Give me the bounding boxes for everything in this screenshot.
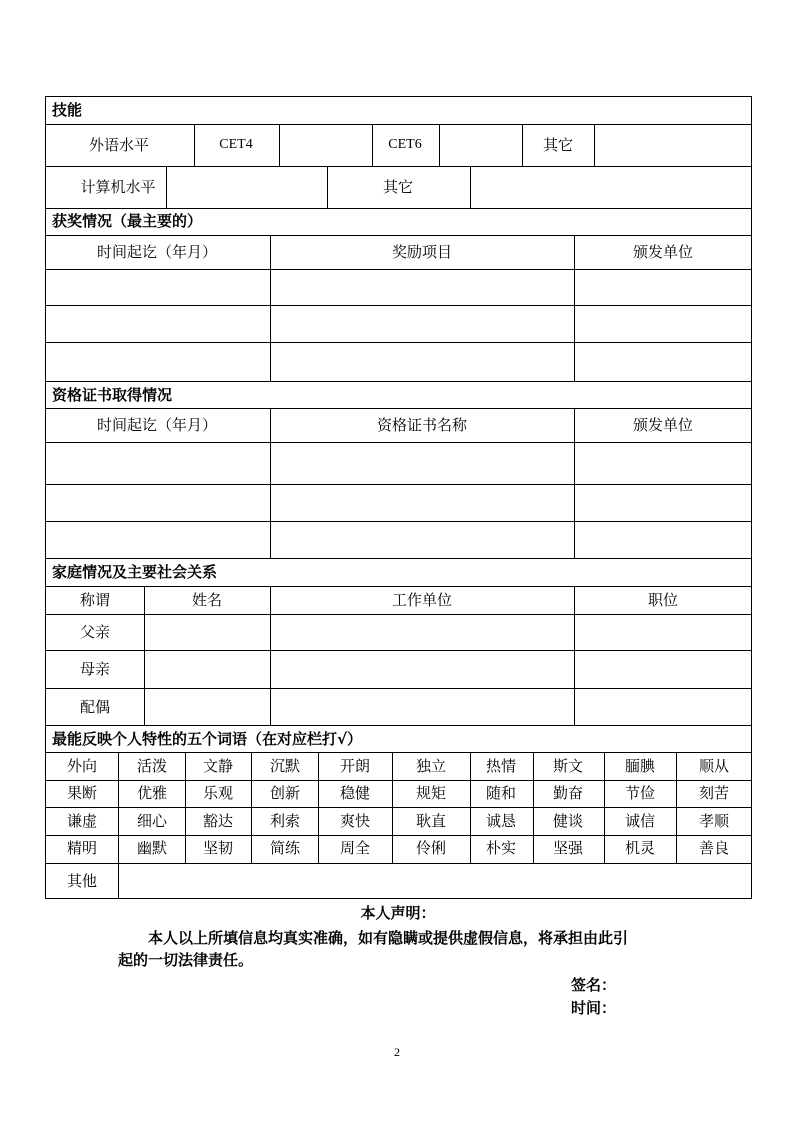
- trait-cell[interactable]: 诚信: [624, 812, 656, 830]
- trait-cell[interactable]: 朴实: [485, 839, 517, 857]
- trait-cell[interactable]: 腼腆: [624, 757, 656, 775]
- awards-row[interactable]: [46, 306, 751, 342]
- trait-cell[interactable]: 开朗: [339, 757, 371, 775]
- awards-header: 获奖情况（最主要的）: [52, 212, 203, 230]
- trait-cell[interactable]: 豁达: [202, 812, 234, 830]
- family-row-inputs[interactable]: [145, 689, 751, 725]
- trait-cell[interactable]: 诚恳: [485, 812, 517, 830]
- certificates-row[interactable]: [46, 443, 751, 484]
- family-row-inputs[interactable]: [145, 615, 751, 650]
- trait-cell[interactable]: 斯文: [552, 757, 584, 775]
- trait-cell[interactable]: 独立: [415, 757, 447, 775]
- certificates-row[interactable]: [46, 485, 751, 521]
- trait-cell[interactable]: 文静: [202, 757, 234, 775]
- family-col-position: 职位: [647, 591, 679, 609]
- declaration-line-1: 本人以上所填信息均真实准确，如有隐瞒或提供虚假信息，将承担由此引: [148, 929, 629, 947]
- trait-cell[interactable]: 孝顺: [698, 812, 730, 830]
- other-language-input[interactable]: [595, 125, 751, 166]
- certificates-col-time: 时间起讫（年月）: [96, 416, 218, 434]
- skills-header: 技能: [52, 101, 83, 119]
- computer-level-input[interactable]: [167, 167, 327, 208]
- trait-cell[interactable]: 坚强: [552, 839, 584, 857]
- trait-cell[interactable]: 节俭: [624, 784, 656, 802]
- cet6-input[interactable]: [440, 125, 522, 166]
- signature-label: 签名：: [571, 976, 617, 994]
- other-language-label: 其它: [542, 136, 574, 154]
- family-col-workplace: 工作单位: [391, 591, 453, 609]
- computer-level-label: 计算机水平: [80, 178, 156, 196]
- family-row-father: 父亲: [79, 623, 111, 641]
- trait-cell[interactable]: 坚韧: [202, 839, 234, 857]
- trait-cell[interactable]: 幽默: [136, 839, 168, 857]
- certificates-col-name: 资格证书名称: [376, 416, 468, 434]
- trait-cell[interactable]: 顺从: [698, 757, 730, 775]
- trait-cell[interactable]: 机灵: [624, 839, 656, 857]
- trait-cell[interactable]: 随和: [485, 784, 517, 802]
- trait-cell[interactable]: 果断: [66, 784, 98, 802]
- trait-cell[interactable]: 沉默: [269, 757, 301, 775]
- cet6-label: CET6: [388, 137, 422, 152]
- trait-cell[interactable]: 规矩: [415, 784, 447, 802]
- trait-cell[interactable]: 优雅: [136, 784, 168, 802]
- awards-row[interactable]: [46, 343, 751, 381]
- trait-cell[interactable]: 简练: [269, 839, 301, 857]
- certificates-header: 资格证书取得情况: [52, 386, 173, 404]
- time-label: 时间：: [571, 999, 617, 1017]
- trait-cell[interactable]: 耿直: [415, 812, 447, 830]
- trait-cell[interactable]: 乐观: [202, 784, 234, 802]
- trait-cell[interactable]: 伶俐: [415, 839, 447, 857]
- trait-cell[interactable]: 善良: [698, 839, 730, 857]
- cet4-input[interactable]: [280, 125, 372, 166]
- trait-cell[interactable]: 刻苦: [698, 784, 730, 802]
- traits-header: 最能反映个人特性的五个词语（在对应栏打√）: [52, 730, 363, 748]
- trait-cell[interactable]: 外向: [66, 757, 98, 775]
- certificates-row[interactable]: [46, 522, 751, 558]
- traits-other-label: 其他: [66, 872, 98, 890]
- other-skill-label: 其它: [382, 178, 414, 196]
- trait-cell[interactable]: 周全: [339, 839, 371, 857]
- trait-cell[interactable]: 精明: [66, 839, 98, 857]
- traits-other-input[interactable]: [119, 864, 751, 898]
- awards-row[interactable]: [46, 270, 751, 305]
- family-row-mother: 母亲: [79, 660, 111, 678]
- declaration-line-2: 起的一切法律责任。: [118, 951, 254, 969]
- family-col-relation: 称谓: [79, 591, 111, 609]
- family-row-spouse: 配偶: [79, 698, 111, 716]
- declaration-title: 本人声明：: [360, 904, 436, 922]
- trait-cell[interactable]: 利索: [269, 812, 301, 830]
- awards-col-time: 时间起讫（年月）: [96, 243, 218, 261]
- trait-cell[interactable]: 爽快: [339, 812, 371, 830]
- trait-cell[interactable]: 活泼: [136, 757, 168, 775]
- family-header: 家庭情况及主要社会关系: [52, 563, 218, 581]
- trait-cell[interactable]: 谦虚: [66, 812, 98, 830]
- trait-cell[interactable]: 细心: [136, 812, 168, 830]
- awards-col-issuer: 颁发单位: [632, 243, 694, 261]
- other-skill-input[interactable]: [471, 167, 751, 208]
- page-number: 2: [394, 1045, 400, 1059]
- trait-cell[interactable]: 稳健: [339, 784, 371, 802]
- trait-cell[interactable]: 健谈: [552, 812, 584, 830]
- family-col-name: 姓名: [191, 591, 223, 609]
- awards-col-item: 奖励项目: [391, 243, 453, 261]
- family-row-inputs[interactable]: [145, 651, 751, 688]
- trait-cell[interactable]: 勤奋: [552, 784, 584, 802]
- trait-cell[interactable]: 热情: [485, 757, 517, 775]
- cet4-label: CET4: [219, 137, 253, 152]
- trait-cell[interactable]: 创新: [269, 784, 301, 802]
- certificates-col-issuer: 颁发单位: [632, 416, 694, 434]
- foreign-language-label: 外语水平: [88, 136, 150, 154]
